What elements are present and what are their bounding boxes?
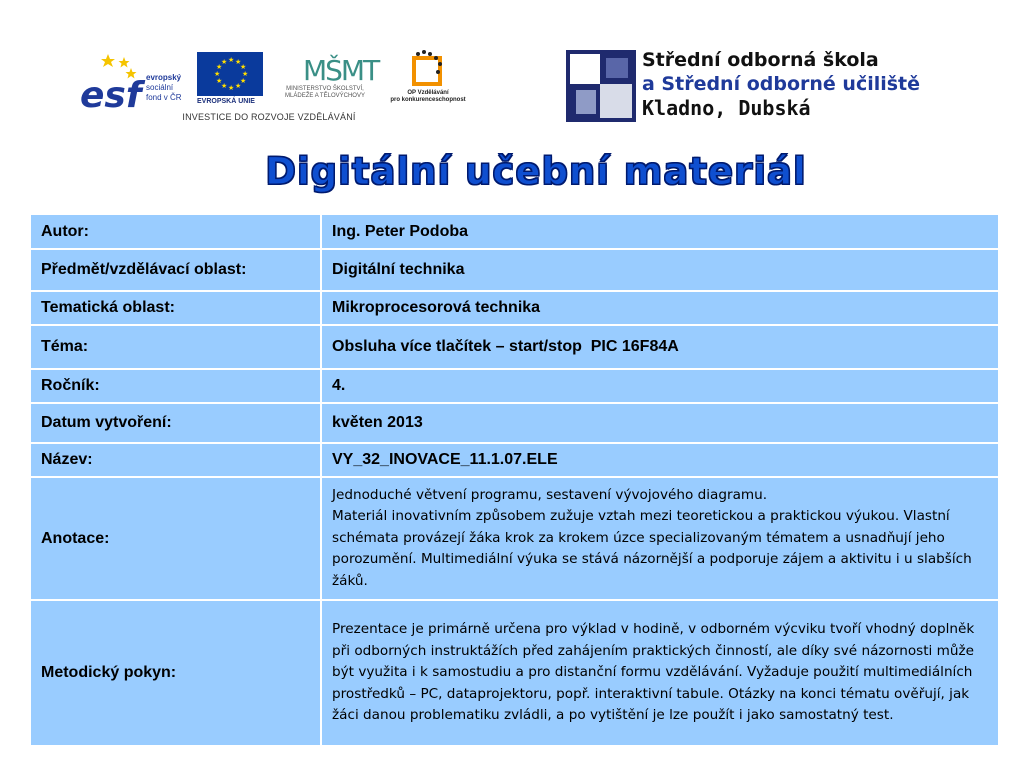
row-label: Datum vytvoření: [30, 403, 321, 443]
table-row [30, 214, 999, 249]
row-value: Obsluha více tlačítek – start/stop PIC 16F84A [321, 325, 999, 369]
school-line-3: Kladno, Dubská [642, 96, 811, 120]
svg-text:★: ★ [228, 56, 235, 64]
table-row [30, 325, 999, 369]
row-value: Mikroprocesorová technika [321, 291, 999, 325]
eu-flag-icon [197, 52, 263, 96]
table-row [30, 403, 999, 443]
svg-text:evropský: evropský [146, 73, 182, 82]
row-label: Název: [30, 443, 321, 477]
row-label: Téma: [30, 325, 321, 369]
annotation-text: Jednoduché větvení programu, sestavení vývojového diagramu. Materiál inovativním způsobem zužuje vztah mezi teoretickou a praktickou výukou. Vlastní schémata provázejí žáka krok za krokem úzce specializovaným tématem a usnadňují jeho porozumění. Multimediální výuka se stává názornější a podporuje zájem a aktivitu i u slabších žáků. [321, 477, 999, 599]
svg-text:fond v ČR: fond v ČR [146, 93, 182, 102]
row-label: Metodický pokyn: [30, 600, 321, 746]
table-row [30, 600, 999, 746]
table-row [30, 443, 999, 477]
row-value: Digitální technika [321, 249, 999, 291]
school-line-2: a Střední odborné učiliště [642, 73, 921, 95]
table-row [30, 477, 999, 599]
school-emblem-icon [566, 50, 636, 122]
row-label: Ročník: [30, 369, 321, 403]
msmt-logo [265, 50, 385, 110]
investice-text: INVESTICE DO ROZVOJE VZDĚLÁVÁNÍ [182, 112, 356, 122]
row-value: VY_32_INOVACE_11.1.07.ELE [321, 443, 999, 477]
esf-logo [80, 52, 200, 117]
esf-brand: esf [80, 75, 142, 112]
page-title: Digitální učební materiál [265, 150, 807, 193]
table-row [30, 249, 999, 291]
row-label: Předmět/vzdělávací oblast: [30, 249, 321, 291]
school-name [642, 48, 932, 120]
row-label: Anotace: [30, 477, 321, 599]
svg-text:★: ★ [228, 84, 235, 92]
eu-label: EVROPSKÁ UNIE [197, 98, 255, 105]
row-label: Autor: [30, 214, 321, 249]
school-logo [566, 48, 926, 124]
svg-text:★: ★ [221, 82, 228, 90]
row-value: květen 2013 [321, 403, 999, 443]
table-row [30, 369, 999, 403]
svg-text:★: ★ [242, 70, 249, 78]
svg-text:★: ★ [216, 77, 223, 85]
svg-text:★: ★ [214, 70, 221, 78]
row-value: Ing. Peter Podoba [321, 214, 999, 249]
svg-text:★: ★ [235, 58, 242, 66]
svg-text:★: ★ [240, 77, 247, 85]
op-label: OP Vzdělávání pro konkurenceschopnost [390, 90, 466, 103]
svg-text:★: ★ [221, 58, 228, 66]
svg-text:sociální: sociální [146, 83, 174, 92]
row-label: Tematická oblast: [30, 291, 321, 325]
methodical-text: Prezentace je primárně určena pro výklad v hodině, v odborném výcviku tvoří vhodný doplněk při odborných instruktážích před zahájením praktických činností, ale díky své názornosti může být využita i k samostudiu a pro distanční formu vzdělávání. Vyžaduje použití multimediálních prostředků – PC, dataprojektoru, popř. interaktivní tabule. Otázky na konci tématu ověřují, jak žáci danou problematiku zvládli, a po vytištění je lze použít i jako samostatný test. [321, 600, 999, 746]
msmt-label: MINISTERSTVO ŠKOLSTVÍ, MLÁDEŽE A TĚLOVÝCHOVY [285, 86, 365, 99]
svg-text:★: ★ [216, 63, 223, 71]
table-row [30, 291, 999, 325]
school-line-1: Střední odborná škola [642, 49, 879, 71]
msmt-brand: MŠMT [303, 54, 379, 86]
op-logo [388, 50, 468, 110]
sponsor-logos [70, 46, 468, 128]
eu-logo [197, 52, 263, 106]
svg-text:★: ★ [235, 82, 242, 90]
info-table [29, 213, 1000, 747]
row-value: 4. [321, 369, 999, 403]
svg-text:★: ★ [240, 63, 247, 71]
